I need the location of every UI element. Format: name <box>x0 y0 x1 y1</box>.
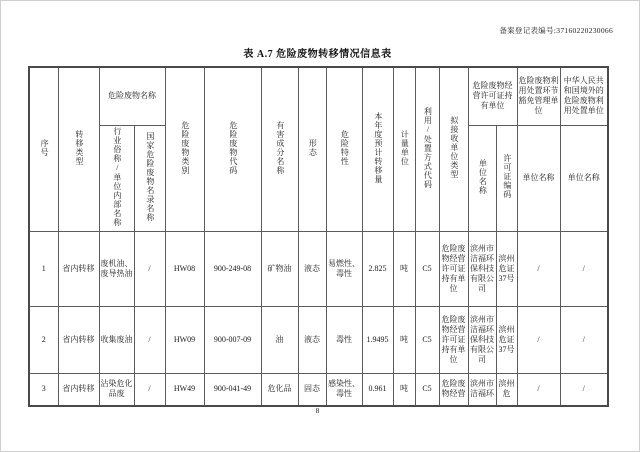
cell-industry-name: 废机油、废导热油 <box>99 231 134 306</box>
col-header-transfer-type: 转移类型 <box>58 67 99 231</box>
col-header-license-holder-group: 危险废物经营许可证持有单位 <box>468 67 517 125</box>
cell-overseas-name: / <box>560 231 608 306</box>
cell-holder-name: 滨州市洁福环保科技有限公司 <box>468 231 496 306</box>
col-header-disposal-code: 利用/处置方式代码 <box>415 67 439 231</box>
cell-overseas-name: / <box>560 373 608 406</box>
cell-disposal-code: C5 <box>415 231 439 306</box>
page-title: 表 A.7 危险废物转移情况信息表 <box>243 49 392 60</box>
cell-component: 油 <box>261 306 298 373</box>
cell-license-no: 滨州危证37号 <box>496 231 517 306</box>
cell-code: 900-249-08 <box>204 231 261 306</box>
cell-license-no: 滨州危证37号 <box>496 306 517 373</box>
cell-category: HW08 <box>165 231 204 306</box>
cell-catalog-name: / <box>134 373 165 406</box>
cell-seq: 3 <box>29 373 58 406</box>
col-header-receiver-type: 拟接收单位类型 <box>439 67 468 231</box>
cell-form: 液态 <box>298 306 326 373</box>
col-header-waste-name-group: 危险废物名称 <box>99 67 165 125</box>
cell-form: 固态 <box>298 373 326 406</box>
col-header-component: 有害成分名称 <box>261 67 298 231</box>
col-header-exempt-name: 单位名称 <box>517 125 560 231</box>
col-header-industry-name: 行业俗称/单位内部名称 <box>99 125 134 231</box>
cell-amount: 0.961 <box>362 373 393 406</box>
col-header-catalog-name: 国家危险废物名录名称 <box>134 125 165 231</box>
cell-component: 矿物油 <box>261 231 298 306</box>
col-header-overseas-name: 单位名称 <box>560 125 608 231</box>
cell-form: 液态 <box>298 231 326 306</box>
table-row <box>29 373 608 406</box>
cell-amount: 1.9495 <box>362 306 393 373</box>
cell-category: HW49 <box>165 373 204 406</box>
cell-code: 900-007-09 <box>204 306 261 373</box>
col-header-holder-name: 单位名称 <box>468 125 496 231</box>
cell-transfer-type: 省内转移 <box>58 373 99 406</box>
cell-disposal-code: C5 <box>415 306 439 373</box>
cell-holder-name: 滨州市洁福环 <box>468 373 496 406</box>
cell-hazard: 毒性 <box>326 306 362 373</box>
hazardous-waste-transfer-table <box>28 66 609 407</box>
cell-exempt-name: / <box>517 373 560 406</box>
cell-holder-name: 滨州市洁福环保科技有限公司 <box>468 306 496 373</box>
cell-hazard: 感染性、毒性 <box>326 373 362 406</box>
cell-seq: 2 <box>29 306 58 373</box>
cell-code: 900-041-49 <box>204 373 261 406</box>
cell-exempt-name: / <box>517 231 560 306</box>
cell-industry-name: 沾染危化品废 <box>99 373 134 406</box>
cell-industry-name: 收集废油 <box>99 306 134 373</box>
cell-receiver-type: 危险废物经营 <box>439 373 468 406</box>
cell-unit: 吨 <box>393 306 415 373</box>
cell-hazard: 易燃性、毒性 <box>326 231 362 306</box>
col-header-license-no: 许可证编码 <box>496 125 517 231</box>
cell-amount: 2.825 <box>362 231 393 306</box>
cell-license-no: 滨州危 <box>496 373 517 406</box>
page-number: 8 <box>315 406 320 415</box>
col-header-form: 形态 <box>298 67 326 231</box>
header-row-1 <box>29 67 608 125</box>
cell-disposal-code: C5 <box>415 373 439 406</box>
col-header-unit: 计量单位 <box>393 67 415 231</box>
cell-transfer-type: 省内转移 <box>58 231 99 306</box>
table-row <box>29 306 608 373</box>
cell-unit: 吨 <box>393 231 415 306</box>
table-row <box>29 231 608 306</box>
col-header-seq: 序号 <box>29 67 58 231</box>
cell-receiver-type: 危险废物经营许可证持有单位 <box>439 231 468 306</box>
cell-receiver-type: 危险废物经营许可证持有单位 <box>439 306 468 373</box>
cell-seq: 1 <box>29 231 58 306</box>
cell-overseas-name: / <box>560 306 608 373</box>
col-header-overseas-group: 中华人民共和国境外的危险废物利用处置单位 <box>560 67 608 125</box>
col-header-code: 危险废物代码 <box>204 67 261 231</box>
cell-catalog-name: / <box>134 306 165 373</box>
cell-unit: 吨 <box>393 373 415 406</box>
cell-catalog-name: / <box>134 231 165 306</box>
cell-transfer-type: 省内转移 <box>58 306 99 373</box>
col-header-amount: 本年度预计转移量 <box>362 67 393 231</box>
registration-number: 备案登记表编号:37160220230066 <box>499 26 613 35</box>
col-header-hazard: 危险特性 <box>326 67 362 231</box>
cell-category: HW09 <box>165 306 204 373</box>
cell-component: 危化品 <box>261 373 298 406</box>
col-header-exempt-group: 危险废物利用处置环节豁免管理单位 <box>517 67 560 125</box>
cell-exempt-name: / <box>517 306 560 373</box>
col-header-category: 危险废物类别 <box>165 67 204 231</box>
